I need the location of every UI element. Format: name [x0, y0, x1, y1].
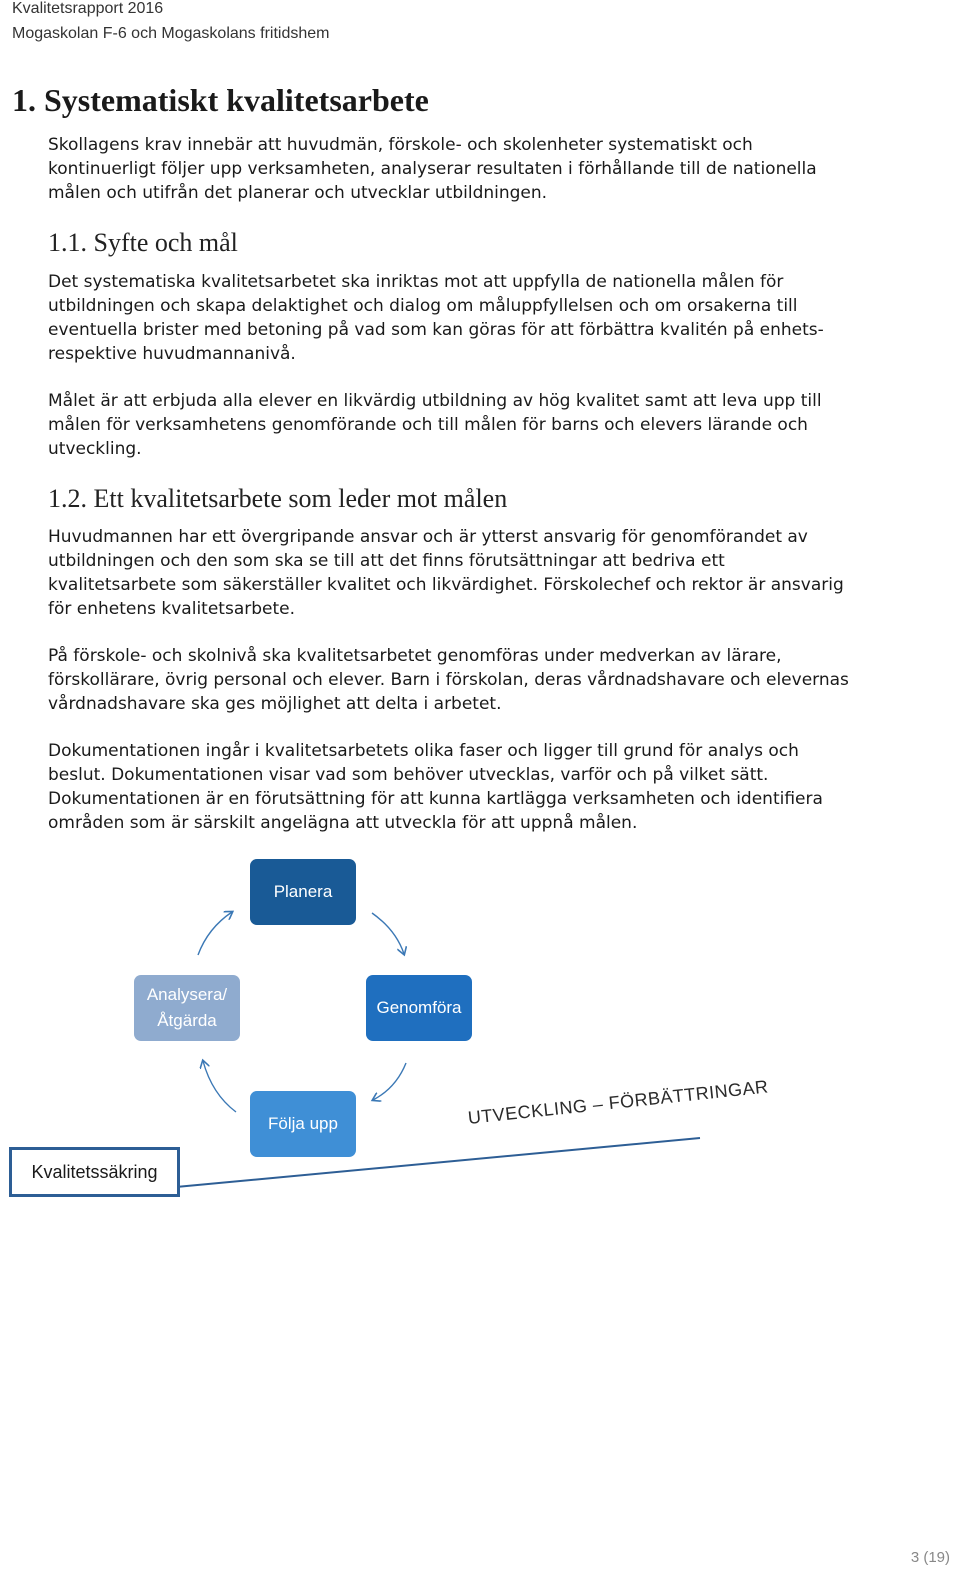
- arrow-genomfora-to-folja: [373, 1063, 406, 1100]
- intro-line: Skollagens krav innebär att huvudmän, förskole- och skolenheter systematiskt och: [48, 135, 753, 155]
- section-heading-purpose-and-goals: 1.1. Syfte och mål: [48, 228, 238, 257]
- paragraph-line: beslut. Dokumentationen visar vad som behöver utvecklas, varför och på vilket sätt.: [48, 765, 769, 785]
- analysera-label-line2: Åtgärda: [157, 1011, 217, 1030]
- paragraph-line: kvalitetsarbete som säkerställer kvalitet och likvärdighet. Förskolechef och rektor är ansvarig: [48, 575, 844, 595]
- section-heading-quality-work-towards-goals: 1.2. Ett kvalitetsarbete som leder mot målen: [48, 484, 508, 513]
- paragraph-line: områden som är särskilt angelägna att utveckla för att uppnå målen.: [48, 813, 638, 833]
- folja-upp-box: [250, 1091, 356, 1157]
- paragraph-line: Det systematiska kvalitetsarbetet ska inriktas mot att uppfylla de nationella målen för: [48, 272, 784, 292]
- paragraph-line: eventuella brister med betoning på vad som kan göras för att förbättra kvalitén på enhets-: [48, 320, 824, 340]
- paragraph-line: Huvudmannen har ett övergripande ansvar och är ytterst ansvarig för genomförandet av: [48, 527, 808, 547]
- paragraph-line: På förskole- och skolnivå ska kvalitetsarbetet genomföras under medverkan av lärare,: [48, 646, 782, 666]
- paragraph-line: för enhetens kvalitetsarbete.: [48, 599, 296, 619]
- paragraph-line: respektive huvudmannanivå.: [48, 344, 296, 364]
- section-heading-systematic-quality-work: 1. Systematiskt kvalitetsarbete: [12, 82, 429, 118]
- genomfora-box: [366, 975, 472, 1041]
- genomfora-label: Genomföra: [376, 998, 462, 1017]
- paragraph-line: vårdnadshavare ska ges möjlighet att delta i arbetet.: [48, 694, 502, 714]
- paragraph-line: Målet är att erbjuda alla elever en likvärdig utbildning av hög kvalitet samt att leva upp till: [48, 391, 822, 411]
- arrow-analysera-to-planera: [198, 912, 232, 955]
- school-name: Mogaskolan F-6 och Mogaskolans fritidshem: [12, 25, 330, 42]
- page-number: 3 (19): [910, 1549, 950, 1566]
- paragraph-line: Dokumentationen är en förutsättning för att kunna kartlägga verksamheten och identifiera: [48, 789, 823, 809]
- paragraph-line: utbildningen och skapa delaktighet och dialog om måluppfyllelsen och om orsakerna till: [48, 296, 798, 316]
- analysera-box: [134, 975, 240, 1041]
- paragraph-line: förskollärare, övrig personal och elever. Barn i förskolan, deras vårdnadshavare och elevernas: [48, 670, 849, 690]
- paragraph-line: Dokumentationen ingår i kvalitetsarbetets olika faser och ligger till grund för analys och: [48, 741, 799, 761]
- intro-line: målen och utifrån det planerar och utvecklar utbildningen.: [48, 183, 548, 203]
- paragraph-line: utbildningen och den som ska se till att det finns förutsättningar att bedriva ett: [48, 551, 725, 571]
- arrow-folja-to-analysera: [203, 1061, 236, 1112]
- arrow-planera-to-genomfora: [372, 913, 404, 954]
- development-label: UTVECKLING – FÖRBÄTTRINGAR: [466, 1076, 770, 1128]
- quality-assurance-box: Kvalitetssäkring: [9, 1147, 180, 1197]
- planera-label: Planera: [273, 882, 333, 901]
- paragraph-line: målen för verksamhetens genomförande och till målen för barns och elevers lärande och: [48, 415, 808, 435]
- planera-box: [250, 859, 356, 925]
- intro-line: kontinuerligt följer upp verksamheten, analyserar resultaten i förhållande till de nationella: [48, 159, 817, 179]
- analysera-label-line1: Analysera/: [146, 985, 228, 1004]
- folja-upp-label: Följa upp: [268, 1114, 338, 1133]
- paragraph-line: utveckling.: [48, 439, 142, 459]
- report-title: Kvalitetsrapport 2016: [12, 0, 164, 17]
